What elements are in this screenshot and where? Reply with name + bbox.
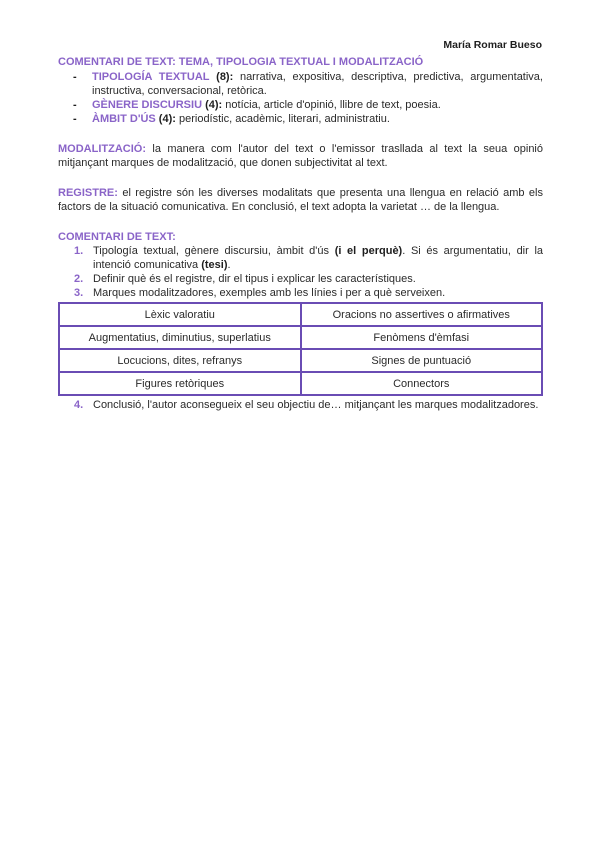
table-cell: Lèxic valoratiu (59, 303, 301, 326)
registre-text: el registre són les diverses modalitats que presenta una llengua en relació amb els factors de la situació comunicativa. En conclusió, el text adopta la varietat … de la llengua. (58, 187, 543, 213)
table-row (59, 326, 542, 349)
step-bold: (tesi) (201, 259, 228, 271)
step-number: 1. (74, 245, 84, 257)
step-text: Marques modalitzadores, exemples amb les línies i per a què serveixen. (93, 287, 446, 299)
dash-bullet: - (73, 71, 77, 83)
list-item (74, 398, 543, 412)
bullet-text: narrativa, expositiva, descriptiva, predictiva, argumentativa, instructiva, conversacional, retòrica. (92, 71, 543, 97)
document-body (58, 55, 543, 412)
bullet-colon: : (172, 113, 176, 125)
table-cell: Signes de puntuació (301, 349, 543, 372)
typology-list (58, 70, 543, 126)
registre-label: REGISTRE: (58, 187, 118, 199)
list-item (74, 244, 544, 272)
modalitzacio-paragraph (58, 142, 543, 170)
modalitzacio-text: la manera com l'autor del text o l'emissor traslladа al text la seua opinió mitjançant marques de modalització, que donen subjectivitat al text. (58, 143, 543, 169)
list-item (74, 286, 543, 300)
step-number: 3. (74, 287, 84, 299)
bullet-count: (4) (158, 113, 173, 125)
bullet-colon: : (229, 71, 234, 83)
page-title: COMENTARI DE TEXT: TEMA, TIPOLOGIA TEXTUAL I MODALITZACIÓ (58, 56, 424, 68)
table-cell: Augmentatius, diminutius, superlatius (59, 326, 301, 349)
step-text: Tipología textual, gènere discursiu, àmbit d'ús (93, 245, 335, 257)
table-cell: Oracions no assertives o afirmatives (301, 303, 543, 326)
step-text: . (227, 259, 231, 271)
list-item (73, 112, 543, 126)
list-item (73, 98, 543, 112)
table-row (59, 303, 542, 326)
step-bold: (i el perquè) (334, 245, 403, 257)
dash-bullet: - (73, 113, 77, 125)
step-text: . Si és argumentatiu, dir la intenció comunicativa (93, 245, 544, 271)
table-cell: Fenòmens d'èmfasi (301, 326, 543, 349)
step-number: 2. (74, 273, 84, 285)
bullet-label: GÈNERE DISCURSIU (92, 99, 203, 111)
modalitzacio-label: MODALITZACIÓ: (58, 143, 146, 155)
step-text: Conclusió, l'autor aconsegueix el seu objectiu de… mitjançant les marques modalitzadores. (93, 399, 539, 411)
bullet-label: TIPOLOGÍA TEXTUAL (92, 71, 210, 83)
list-item (74, 272, 543, 286)
table-row (59, 372, 542, 395)
table-cell: Figures retòriques (59, 372, 301, 395)
table-cell: Locucions, dites, refranys (59, 349, 301, 372)
registre-paragraph (58, 186, 543, 214)
bullet-count: (8) (216, 71, 230, 83)
author-name: María Romar Bueso (443, 39, 542, 51)
table-cell: Connectors (301, 372, 543, 395)
bullet-colon: : (218, 99, 223, 111)
bullet-count: (4) (205, 99, 219, 111)
step-number: 4. (74, 399, 84, 411)
bullet-text: notícia, article d'opinió, llibre de text, poesia. (222, 99, 441, 111)
step-text: Definir què és el registre, dir el tipus i explicar les característiques. (93, 273, 416, 285)
dash-bullet: - (73, 99, 77, 111)
modal-markers-table (58, 302, 543, 396)
list-item (73, 70, 543, 98)
bullet-text: periodístic, acadèmic, literari, administratiu. (175, 113, 390, 125)
comentari-heading: COMENTARI DE TEXT: (58, 231, 176, 243)
comentari-steps-continued (58, 398, 543, 412)
table-row (59, 349, 542, 372)
comentari-steps (58, 244, 543, 300)
bullet-label: ÀMBIT D'ÚS (92, 113, 156, 125)
